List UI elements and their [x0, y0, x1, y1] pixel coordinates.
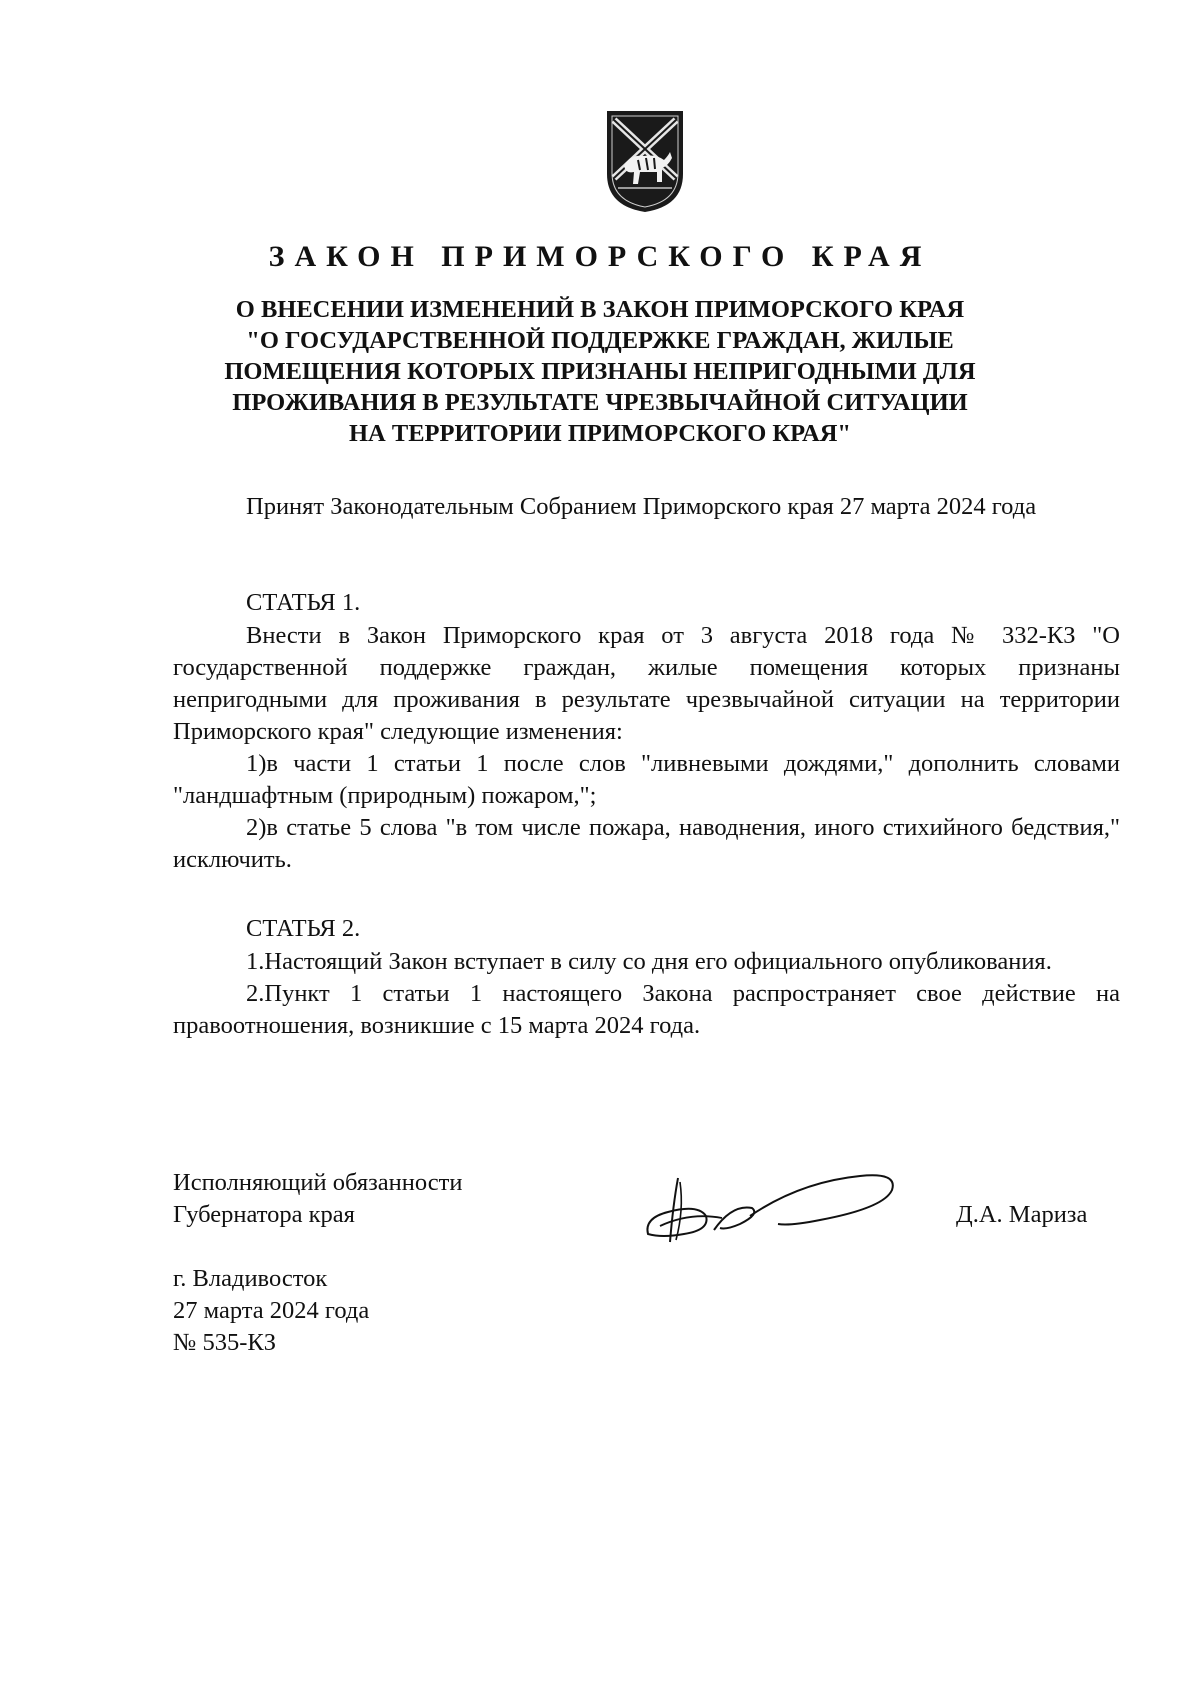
subtitle-line: ПОМЕЩЕНИЯ КОТОРЫХ ПРИЗНАНЫ НЕПРИГОДНЫМИ ДЛЯ: [224, 358, 976, 385]
subtitle-line: НА ТЕРРИТОРИИ ПРИМОРСКОГО КРАЯ": [349, 420, 851, 447]
article-2-heading: СТАТЬЯ 2.: [246, 915, 361, 942]
signatory-name: Д.А. Мариза: [956, 1201, 1088, 1228]
article-2-body: [173, 946, 1120, 1042]
position-line: Губернатора края: [173, 1201, 355, 1228]
article-paragraph: 2)в статье 5 слова "в том числе пожара, наводнения, иного стихийного бедствия," исключить.: [173, 814, 1120, 873]
position-line: Исполняющий обязанности: [173, 1169, 463, 1196]
article-paragraph: 2.Пункт 1 статьи 1 настоящего Закона распространяет свое действие на правоотношения, возникшие с 15 марта 2024 года.: [173, 980, 1120, 1039]
subtitle-line: О ВНЕСЕНИИ ИЗМЕНЕНИЙ В ЗАКОН ПРИМОРСКОГО КРАЯ: [235, 296, 965, 323]
subtitle-line: ПРОЖИВАНИЯ В РЕЗУЛЬТАТЕ ЧРЕЗВЫЧАЙНОЙ СИТУАЦИИ: [232, 389, 968, 416]
issue-date: 27 марта 2024 года: [173, 1297, 370, 1324]
article-1-heading: СТАТЬЯ 1.: [246, 589, 361, 616]
law-number: № 535-КЗ: [173, 1329, 277, 1356]
article-paragraph: 1.Настоящий Закон вступает в силу со дня его официального опубликования.: [246, 948, 1052, 975]
article-1-body: [173, 620, 1120, 876]
primorsky-coat-of-arms-icon: [604, 108, 686, 214]
article-paragraph: 1)в части 1 статьи 1 после слов "ливневыми дождями," дополнить словами "ландшафтным (природным) пожаром,";: [173, 750, 1120, 809]
issue-place: г. Владивосток: [173, 1265, 328, 1292]
law-issue-details: [173, 1263, 369, 1359]
article-paragraph: Внести в Закон Приморского края от 3 августа 2018 года № 332-КЗ "О государственной поддержке граждан, жилые помещения которых признаны непригодными для проживания в результате чрезвычайной ситуации на территории Приморского края" следующие изменения:: [173, 622, 1120, 745]
adoption-statement: [173, 491, 1120, 523]
handwritten-signature-icon: [640, 1160, 910, 1250]
signatory-position: [173, 1167, 462, 1231]
law-title: ЗАКОН ПРИМОРСКОГО КРАЯ: [268, 240, 932, 273]
subtitle-line: "О ГОСУДАРСТВЕННОЙ ПОДДЕРЖКЕ ГРАЖДАН, ЖИЛЫЕ: [246, 327, 954, 354]
adoption-text: Принят Законодательным Собранием Приморского края 27 марта 2024 года: [246, 493, 1037, 520]
law-subtitle: [160, 294, 1040, 449]
